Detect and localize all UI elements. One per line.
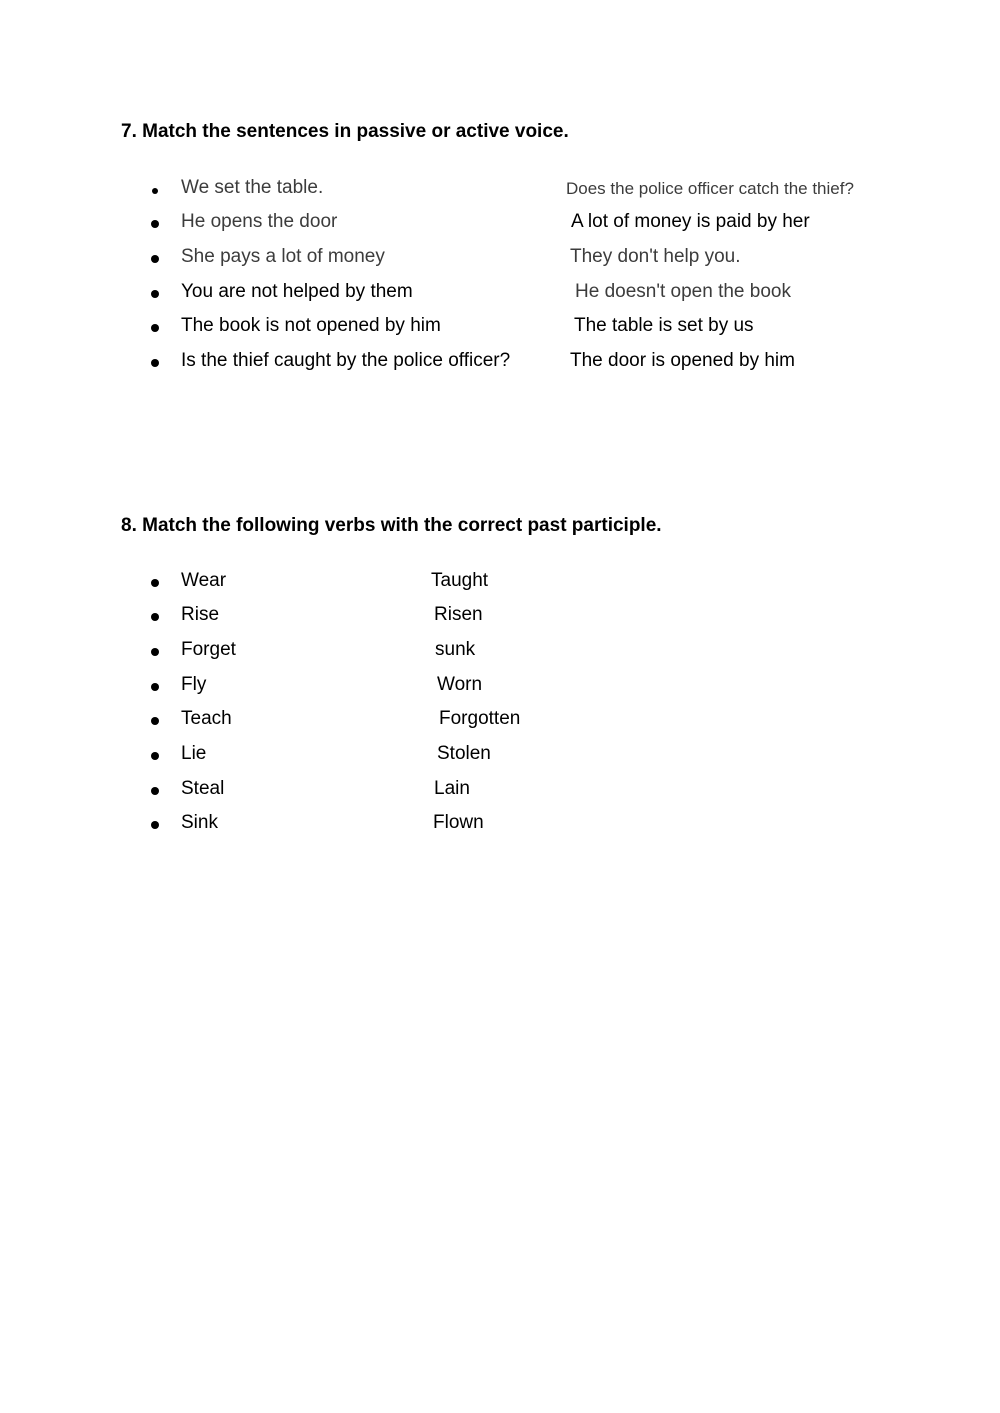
past-participle: Stolen — [437, 743, 491, 764]
verb: Forget — [181, 639, 236, 660]
exercise-7-row — [0, 350, 1000, 380]
exercise-7-title: 7. Match the sentences in passive or active voice. — [121, 121, 569, 142]
past-participle: Worn — [437, 674, 483, 695]
bullet-icon — [151, 220, 159, 228]
match-sentence: The door is opened by him — [570, 350, 795, 371]
active-passive-sentence: He opens the door — [181, 211, 338, 232]
past-participle: Flown — [433, 812, 484, 833]
past-participle: Risen — [434, 604, 483, 625]
exercise-7-row — [0, 246, 1000, 276]
match-sentence: The table is set by us — [574, 315, 754, 336]
active-passive-sentence: We set the table. — [181, 177, 324, 198]
exercise-8-row — [0, 812, 1000, 842]
bullet-icon — [151, 579, 159, 587]
match-sentence: A lot of money is paid by her — [571, 211, 810, 232]
exercise-8-row — [0, 778, 1000, 808]
match-sentence: Does the police officer catch the thief? — [566, 179, 854, 198]
verb: Fly — [181, 674, 207, 695]
exercise-7-row — [0, 315, 1000, 345]
match-sentence: They don't help you. — [570, 246, 741, 267]
active-passive-sentence: Is the thief caught by the police officer? — [181, 350, 511, 371]
past-participle: sunk — [435, 639, 476, 660]
bullet-icon — [152, 188, 158, 194]
past-participle: Forgotten — [439, 708, 521, 729]
bullet-icon — [151, 787, 159, 795]
bullet-icon — [151, 290, 159, 298]
bullet-icon — [151, 717, 159, 725]
exercise-8-row — [0, 570, 1000, 600]
past-participle: Taught — [431, 570, 489, 591]
active-passive-sentence: She pays a lot of money — [181, 246, 385, 267]
exercise-8-row — [0, 639, 1000, 669]
exercise-7-row — [0, 177, 1000, 207]
bullet-icon — [151, 255, 159, 263]
verb: Steal — [181, 778, 225, 799]
active-passive-sentence: You are not helped by them — [181, 281, 413, 302]
bullet-icon — [151, 752, 159, 760]
exercise-8-row — [0, 674, 1000, 704]
bullet-icon — [151, 683, 159, 691]
bullet-icon — [151, 613, 159, 621]
match-sentence: He doesn't open the book — [575, 281, 791, 302]
exercise-8-row — [0, 604, 1000, 634]
exercise-7-row — [0, 211, 1000, 241]
active-passive-sentence: The book is not opened by him — [181, 315, 441, 336]
exercise-7-row — [0, 281, 1000, 311]
verb: Teach — [181, 708, 232, 729]
exercise-8-row — [0, 743, 1000, 773]
verb: Lie — [181, 743, 207, 764]
bullet-icon — [151, 359, 159, 367]
bullet-icon — [151, 648, 159, 656]
verb: Sink — [181, 812, 218, 833]
exercise-8-title: 8. Match the following verbs with the correct past participle. — [121, 515, 662, 536]
past-participle: Lain — [434, 778, 470, 799]
exercise-8-row — [0, 708, 1000, 738]
bullet-icon — [151, 821, 159, 829]
verb: Wear — [181, 570, 227, 591]
bullet-icon — [151, 324, 159, 332]
verb: Rise — [181, 604, 220, 625]
